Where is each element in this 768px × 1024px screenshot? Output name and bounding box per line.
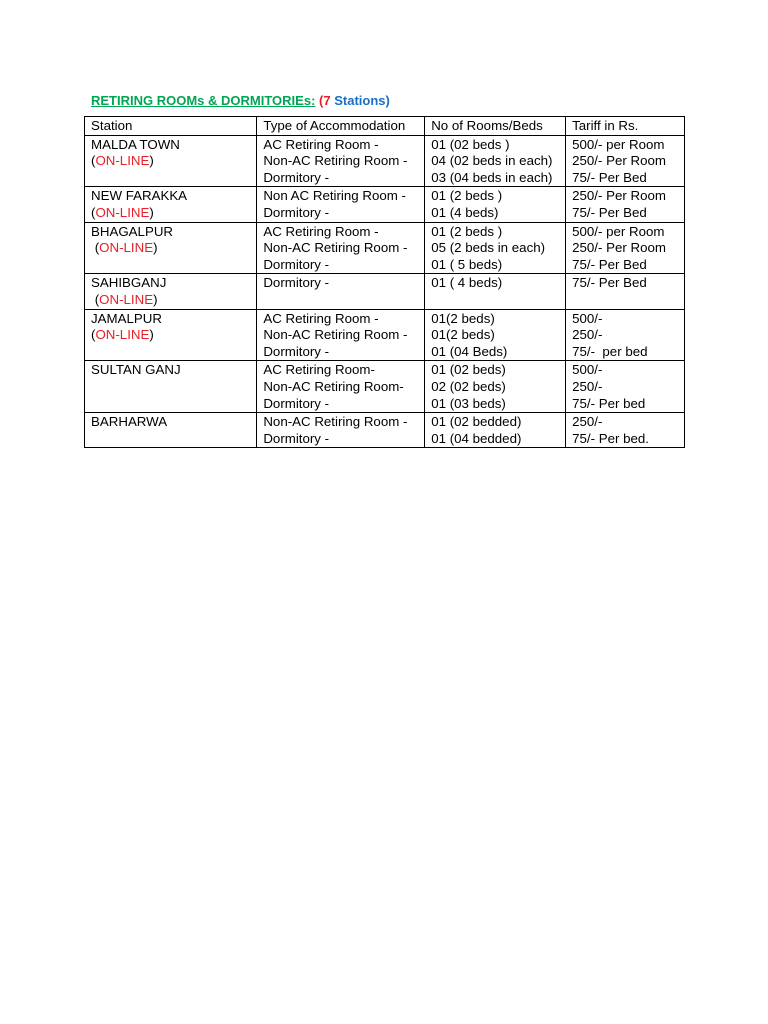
rooms-cell bbox=[425, 222, 566, 274]
online-paren-open: ( bbox=[91, 153, 96, 169]
rooms-line: 01 (03 beds) bbox=[431, 395, 506, 411]
heading-title: RETIRING ROOMs & DORMITORIEs bbox=[91, 93, 312, 108]
rooms-cell bbox=[425, 274, 566, 309]
tariff-line: 500/- bbox=[572, 362, 603, 378]
table-row bbox=[85, 135, 685, 187]
rooms-line: 01(2 beds) bbox=[431, 310, 495, 326]
header-type: Type of Accommodation bbox=[257, 117, 425, 136]
tariff-cell bbox=[566, 135, 685, 187]
station-name: NEW FARAKKA bbox=[91, 188, 188, 204]
station-cell bbox=[85, 361, 257, 413]
rooms-line: 01 (4 beds) bbox=[431, 204, 499, 220]
heading-station-count: 7 bbox=[323, 93, 331, 108]
online-tag bbox=[91, 205, 251, 222]
tariff-line: 250/- Per Room bbox=[572, 240, 666, 256]
tariff-line: 75/- Per bed. bbox=[572, 430, 649, 446]
online-label: ON-LINE bbox=[95, 153, 150, 169]
online-paren-open: ( bbox=[91, 327, 96, 343]
online-paren-close: ) bbox=[149, 327, 154, 343]
rooms-line: 05 (2 beds in each) bbox=[431, 240, 546, 256]
table-header-row bbox=[85, 117, 685, 136]
header-rooms: No of Rooms/Beds bbox=[425, 117, 566, 136]
station-name: JAMALPUR bbox=[91, 310, 162, 326]
type-line: Dormitory - bbox=[263, 256, 330, 272]
table-row bbox=[85, 309, 685, 361]
heading-stations-word: Stations) bbox=[334, 93, 390, 108]
station-cell bbox=[85, 135, 257, 187]
online-paren-open: ( bbox=[91, 240, 100, 256]
type-line: Non-AC Retiring Room - bbox=[263, 414, 408, 430]
type-line: Dormitory - bbox=[263, 204, 330, 220]
station-name: SULTAN GANJ bbox=[91, 362, 181, 378]
station-name: SAHIBGANJ bbox=[91, 275, 167, 291]
type-cell bbox=[257, 361, 425, 413]
online-paren-close: ) bbox=[149, 204, 154, 220]
tariff-cell bbox=[566, 309, 685, 361]
tariff-line: 250/- Per Room bbox=[572, 188, 666, 204]
rooms-line: 01 ( 5 beds) bbox=[431, 256, 503, 272]
table-row bbox=[85, 361, 685, 413]
tariff-line: 500/- per Room bbox=[572, 136, 665, 152]
type-line: AC Retiring Room - bbox=[263, 136, 379, 152]
rooms-line: 01 (02 bedded) bbox=[431, 414, 522, 430]
station-cell bbox=[85, 187, 257, 222]
document-heading bbox=[91, 93, 390, 108]
tariff-line: 250/- bbox=[572, 414, 603, 430]
header-station: Station bbox=[85, 117, 257, 136]
type-line: Dormitory - bbox=[263, 395, 330, 411]
tariff-line: 75/- Per Bed bbox=[572, 169, 647, 185]
type-line: Dormitory - bbox=[263, 169, 330, 185]
online-label: ON-LINE bbox=[99, 240, 154, 256]
tariff-cell bbox=[566, 222, 685, 274]
rooms-line: 02 (02 beds) bbox=[431, 378, 506, 394]
type-cell bbox=[257, 135, 425, 187]
type-line: Dormitory - bbox=[263, 430, 330, 446]
online-tag bbox=[91, 292, 251, 309]
type-line: AC Retiring Room - bbox=[263, 223, 379, 239]
rooms-line: 01 ( 4 beds) bbox=[431, 275, 503, 291]
tariff-line: 75/- Per bed bbox=[572, 395, 646, 411]
station-name: MALDA TOWN bbox=[91, 136, 180, 152]
type-line: AC Retiring Room- bbox=[263, 362, 375, 378]
tariff-cell bbox=[566, 274, 685, 309]
tariff-line: 75/- Per Bed bbox=[572, 275, 647, 291]
rooms-cell bbox=[425, 309, 566, 361]
online-label: ON-LINE bbox=[95, 327, 150, 343]
tariff-line: 250/- bbox=[572, 378, 603, 394]
online-tag bbox=[91, 327, 251, 344]
table-row bbox=[85, 187, 685, 222]
type-cell bbox=[257, 413, 425, 448]
station-cell bbox=[85, 309, 257, 361]
tariff-line: 75/- per bed bbox=[572, 343, 648, 359]
tariff-line: 500/- bbox=[572, 310, 603, 326]
type-cell bbox=[257, 222, 425, 274]
heading-colon: : bbox=[311, 93, 316, 108]
tariff-line: 500/- per Room bbox=[572, 223, 665, 239]
tariff-line: 75/- Per Bed bbox=[572, 256, 647, 272]
rooms-line: 01 (02 beds ) bbox=[431, 136, 510, 152]
type-line: Dormitory - bbox=[263, 275, 330, 291]
station-name: BARHARWA bbox=[91, 414, 168, 430]
type-line: Non-AC Retiring Room - bbox=[263, 153, 408, 169]
rooms-cell bbox=[425, 413, 566, 448]
rooms-line: 01 (2 beds ) bbox=[431, 188, 503, 204]
rooms-line: 01 (2 beds ) bbox=[431, 223, 503, 239]
tariff-cell bbox=[566, 361, 685, 413]
online-paren-close: ) bbox=[153, 240, 158, 256]
type-line: Dormitory - bbox=[263, 343, 330, 359]
type-line: Non-AC Retiring Room- bbox=[263, 378, 404, 394]
rooms-line: 01(2 beds) bbox=[431, 327, 495, 343]
rooms-line: 03 (04 beds in each) bbox=[431, 169, 553, 185]
rooms-cell bbox=[425, 361, 566, 413]
tariff-cell bbox=[566, 413, 685, 448]
rooms-cell bbox=[425, 135, 566, 187]
online-label: ON-LINE bbox=[99, 291, 154, 307]
online-paren-open: ( bbox=[91, 204, 96, 220]
station-cell bbox=[85, 222, 257, 274]
header-tariff: Tariff in Rs. bbox=[566, 117, 685, 136]
table-row bbox=[85, 274, 685, 309]
type-line: AC Retiring Room - bbox=[263, 310, 379, 326]
station-cell bbox=[85, 274, 257, 309]
heading-open-paren: ( bbox=[319, 93, 324, 108]
online-paren-open: ( bbox=[91, 291, 100, 307]
rooms-line: 01 (04 Beds) bbox=[431, 343, 508, 359]
online-paren-close: ) bbox=[153, 291, 158, 307]
type-line: Non-AC Retiring Room - bbox=[263, 240, 408, 256]
tariff-line: 250/- bbox=[572, 327, 603, 343]
online-label: ON-LINE bbox=[95, 204, 150, 220]
accommodation-table bbox=[84, 116, 685, 448]
type-cell bbox=[257, 309, 425, 361]
rooms-cell bbox=[425, 187, 566, 222]
tariff-line: 75/- Per Bed bbox=[572, 204, 647, 220]
tariff-cell bbox=[566, 187, 685, 222]
online-tag bbox=[91, 240, 251, 257]
rooms-line: 01 (02 beds) bbox=[431, 362, 506, 378]
rooms-line: 04 (02 beds in each) bbox=[431, 153, 553, 169]
type-line: Non-AC Retiring Room - bbox=[263, 327, 408, 343]
type-cell bbox=[257, 187, 425, 222]
table-row bbox=[85, 413, 685, 448]
rooms-line: 01 (04 bedded) bbox=[431, 430, 522, 446]
type-line: Non AC Retiring Room - bbox=[263, 188, 406, 204]
type-cell bbox=[257, 274, 425, 309]
online-tag bbox=[91, 153, 251, 170]
table-row bbox=[85, 222, 685, 274]
station-cell bbox=[85, 413, 257, 448]
tariff-line: 250/- Per Room bbox=[572, 153, 666, 169]
online-paren-close: ) bbox=[149, 153, 154, 169]
station-name: BHAGALPUR bbox=[91, 223, 174, 239]
